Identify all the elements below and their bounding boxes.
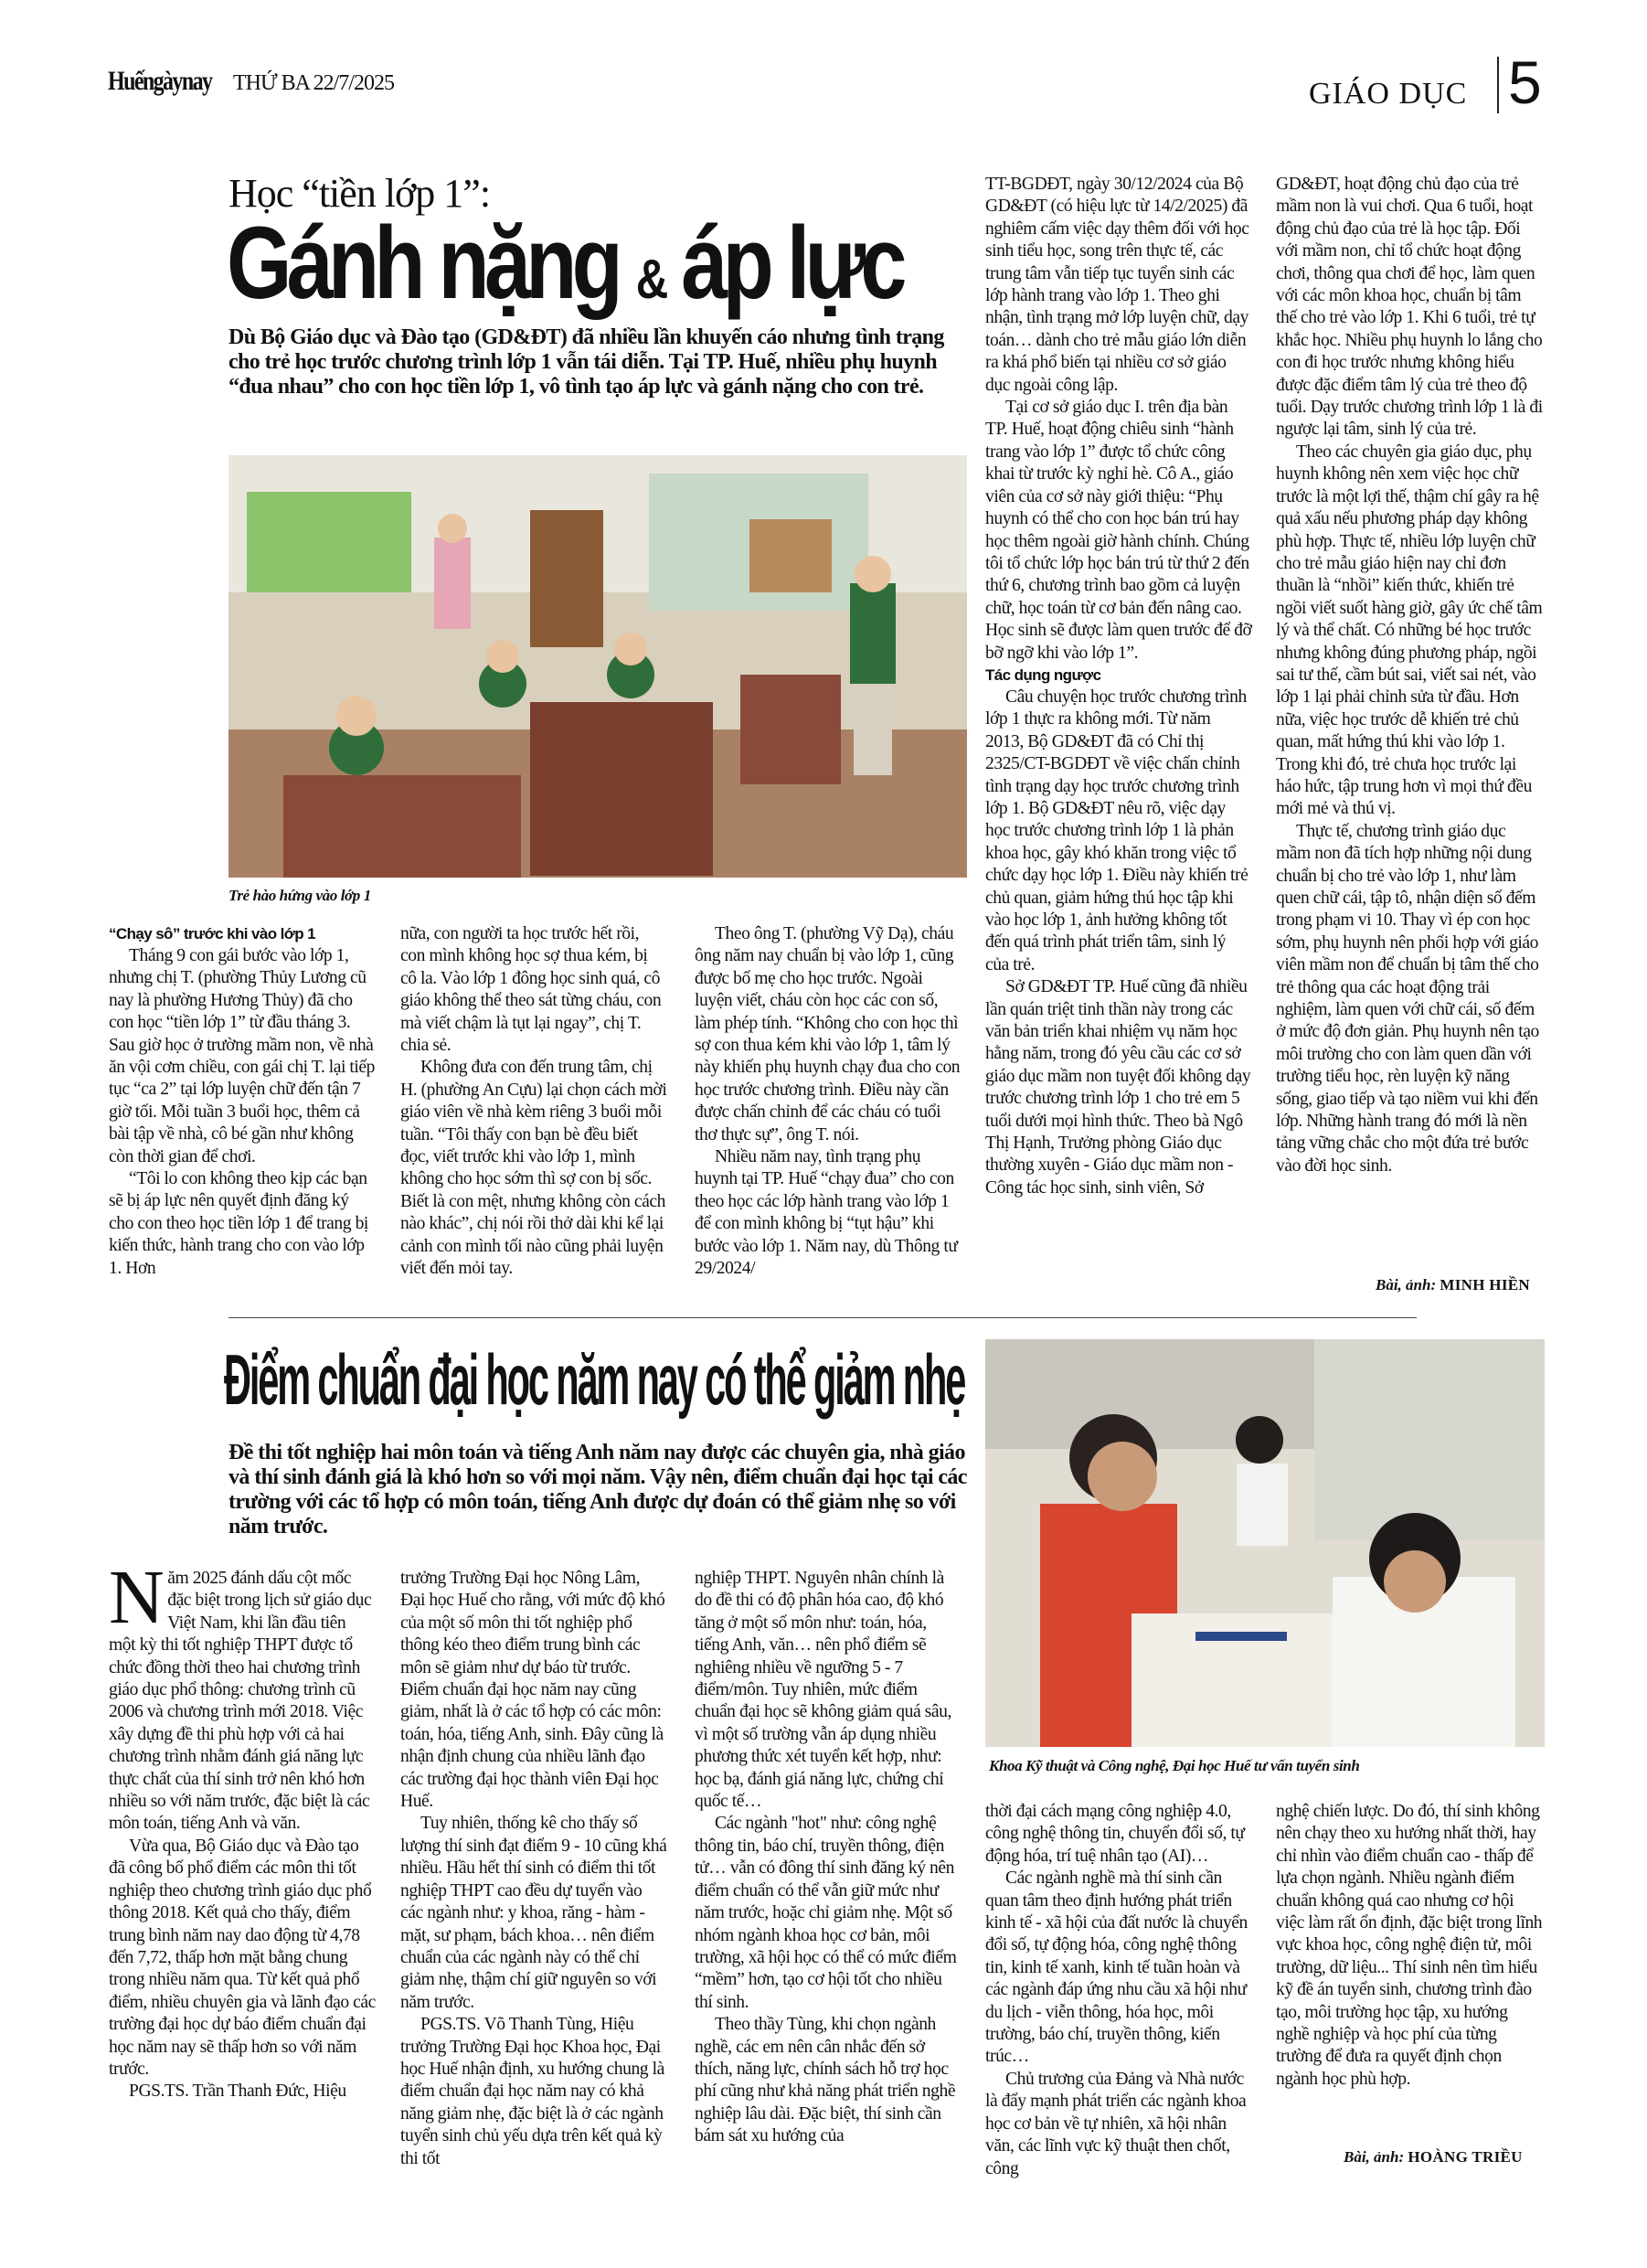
article1-column-3 (695, 923, 962, 1281)
article2-column-4 (985, 1801, 1252, 2180)
paragraph: Sở GD&ĐT TP. Huế cũng đã nhiều lần quán triệt tinh thần này trong các văn bản triển khai nhiệm vụ năm học hằng năm, trong đó yêu cầu các cơ sở giáo dục mầm non tuyệt đối không dạy trước chương trình lớp 1 cho trẻ em 5 tuổi dưới mọi hình thức. Theo bà Ngô Thị Hạnh, Trưởng phòng Giáo dục thường xuyên - Giáo dục mầm non - Công tác học sinh, sinh viên, Sở (985, 977, 1251, 1198)
article2-column-3 (695, 1568, 962, 2148)
paragraph: nghệ chiến lược. Do đó, thí sinh không nên chạy theo xu hướng nhất thời, hay chỉ nhìn vào điểm chuẩn cao - thấp để lựa chọn ngành. Nhiều ngành điểm chuẩn không quá cao nhưng cơ hội việc làm rất ổn định, đặc biệt trong lĩnh vực khoa học, công nghệ điện tử, môi trường, dữ liệu... Thí sinh nên tìm hiểu kỹ đề án tuyển sinh, chương trình đào tạo, môi trường học tập, xu hướng nghề nghiệp và học phí của từng trường để đưa ra quyết định chọn ngành học phù hợp. (1276, 1802, 1543, 2089)
paragraph: Theo các chuyên gia giáo dục, phụ huynh không nên xem việc học chữ trước là một lợi thế, thậm chí gây ra hệ quả xấu nếu phương pháp dạy không phù hợp. Thực tế, nhiều lớp luyện chữ cho trẻ mẫu giáo hiện nay chỉ đơn thuần là “nhồi” kiến thức, khiến trẻ ngồi viết suốt hàng giờ, gây ức chế tâm lý và thể chất. Có những bé học trước nhưng không đúng phương pháp, ngồi sai tư thế, cầm bút sai, viết sai nét, vào lớp 1 lại phải chỉnh sửa từ đầu. Hơn nữa, việc học trước dễ khiến trẻ chủ quan, mất hứng thú khi vào lớp 1. Trong khi đó, trẻ chưa học trước lại háo hức, tập trung hơn vì mọi thứ đều mới mẻ và thú vị. (1276, 442, 1543, 819)
paragraph: Các ngành nghề mà thí sinh cần quan tâm theo định hướng phát triển kinh tế - xã hội của đất nước là chuyển đổi số, tự động hóa, công nghệ thông tin, kinh tế xanh, kinh tế tuần hoàn và các ngành đáp ứng nhu cầu xã hội như du lịch - viễn thông, hóa học, môi trường, báo chí, truyền thông, kiến trúc… (985, 1869, 1248, 2067)
article1-column-1 (109, 923, 376, 1280)
paragraph: Tuy nhiên, thống kê cho thấy số lượng thí sinh đạt điểm 9 - 10 cũng khá nhiều. Hầu hết thí sinh có điểm thi tốt nghiệp THPT cao đều dự tuyển vào các ngành như: y khoa, răng - hàm - mặt, sư phạm, bách khoa… nên điểm chuẩn của các ngành này có thể chỉ giảm nhẹ, thậm chí giữ nguyên so với năm trước. (400, 1814, 667, 2012)
masthead-logo: Huếngàynay (108, 66, 212, 96)
paragraph: Các ngành "hot" như: công nghệ thông tin, báo chí, truyền thông, điện tử… vẫn có đông thí sinh đăng ký nên điểm chuẩn có thể vẫn giữ mức như năm trước, hoặc chỉ giảm nhẹ. Một số nhóm ngành khoa học cơ bản, môi trường, xã hội học có thể có mức điểm “mềm” hơn, tạo cơ hội tốt cho nhiều thí sinh. (695, 1814, 957, 2012)
byline-label: Bài, ảnh: (1344, 2148, 1405, 2166)
subheading: Tác dụng ngược (985, 665, 1101, 684)
header-divider (1497, 57, 1499, 113)
paragraph: Tháng 9 con gái bước vào lớp 1, nhưng chị T. (phường Thủy Lương cũ nay là phường Hương Thủy) đã cho con học “tiền lớp 1” từ đầu tháng 3. Sau giờ học ở trường mầm non, về nhà ăn vội cơm chiều, con gái chị T. lại tiếp tục “ca 2” tại lớp luyện chữ đến tận 7 giờ tối. Mỗi tuần 3 buổi học, thêm cả bài tập về nhà, cô bé gần như không còn thời gian để chơi. (109, 946, 375, 1166)
drop-cap: N (109, 1555, 165, 1640)
paragraph: PGS.TS. Võ Thanh Tùng, Hiệu trưởng Trường Đại học Khoa học, Đại học Huế nhận định, xu hướng chung là điểm chuẩn đại học năm nay có khả năng giảm nhẹ, đặc biệt là ở các ngành tuyển sinh chủ yếu dựa trên kết quả kỳ thi tốt (400, 2015, 664, 2168)
article1-headline (227, 206, 902, 320)
paragraph: Theo ông T. (phường Vỹ Dạ), cháu ông năm nay chuẩn bị vào lớp 1, cũng được bố mẹ cho học trước. Ngoài luyện viết, cháu còn học các con số, làm phép tính. “Không cho con học thì sợ con thua kém khi vào lớp 1, tâm lý này khiến phụ huynh chạy đua cho con học trước chương trình. Điều này cần được chấn chỉnh để các cháu có tuổi thơ thực sự”, ông T. nói. (695, 924, 961, 1145)
paragraph: PGS.TS. Trần Thanh Đức, Hiệu (129, 2082, 346, 2102)
headline-ampersand: & (635, 249, 664, 310)
article1-column-4 (985, 174, 1252, 1199)
article2-column-1 (109, 1555, 376, 2103)
article1-lead: Dù Bộ Giáo dục và Đào tạo (GD&ĐT) đã nhiều lần khuyến cáo nhưng tình trạng cho trẻ học trước chương trình lớp 1 vẫn tái diễn. Tại TP. Huế, nhiều phụ huynh “đua nhau” cho con học tiền lớp 1, vô tình tạo áp lực và gánh nặng cho con trẻ. (228, 325, 944, 399)
article2-byline (1344, 2148, 1523, 2167)
paragraph: TT-BGDĐT, ngày 30/12/2024 của Bộ GD&ĐT (có hiệu lực từ 14/2/2025) đã nghiêm cấm việc dạy thêm đối với học sinh tiểu học, song trên thực tế, các trung tâm vẫn tiếp tục tuyển sinh các lớp hành trang vào lớp 1. Theo ghi nhận, tình trạng mở lớp luyện chữ, dạy toán… dành cho trẻ mẫu giáo lớn diễn ra khá phổ biến tại nhiều cơ sở giáo dục ngoài công lập. (985, 175, 1249, 395)
page-number: 5 (1508, 48, 1542, 116)
article1-photo-caption: Trẻ hào hứng vào lớp 1 (228, 887, 371, 904)
article-divider (228, 1317, 1417, 1318)
byline-author: HOÀNG TRIỀU (1408, 2148, 1523, 2166)
byline-label: Bài, ảnh: (1376, 1276, 1437, 1294)
paragraph: GD&ĐT, hoạt động chủ đạo của trẻ mầm non là vui chơi. Qua 6 tuổi, hoạt động chủ đạo của trẻ là học tập. Đối với mầm non, chỉ tổ chức hoạt động chơi, thông qua chơi để học, làm quen với các môn khoa học, chuẩn bị tâm thế cho trẻ vào lớp 1. Khi 6 tuổi, trẻ tự khắc học. Nhiều phụ huynh lo lắng cho con đi học trước nhưng không hiểu được đặc điểm tâm lý của trẻ theo độ tuổi. Dạy trước chương trình lớp 1 là đi ngược lại tâm, sinh lý của trẻ. (1276, 175, 1543, 440)
headline-part2: áp lực (681, 206, 902, 320)
paragraph: Vừa qua, Bộ Giáo dục và Đào tạo đã công bố phổ điểm các môn thi tốt nghiệp theo chương trình giáo dục phổ thông 2018. Kết quả cho thấy, điểm trung bình năm nay dao động từ 4,78 đến 7,72, thấp hơn mặt bằng chung trong nhiều năm qua. Từ kết quả phổ điểm, nhiều chuyên gia và lãnh đạo các trường đại học dự báo điểm chuẩn đại học năm nay sẽ thấp hơn so với năm trước. (109, 1836, 376, 2079)
paragraph: trưởng Trường Đại học Nông Lâm, Đại học Huế cho rằng, với mức độ khó của một số môn thi tốt nghiệp phổ thông kéo theo điểm trung bình các môn sẽ giảm như dự báo từ trước. Điểm chuẩn đại học năm nay cũng giảm, nhất là ở các tổ hợp có các môn: toán, hóa, tiếng Anh, sinh. Đây cũng là nhận định chung của nhiều lãnh đạo các trường đại học thành viên Đại học Huế. (400, 1569, 665, 1812)
article2-photo (985, 1339, 1545, 1747)
paragraph: nghiệp THPT. Nguyên nhân chính là do đề thi có độ phân hóa cao, độ khó tăng ở một số môn như: toán, hóa, tiếng Anh, văn… nên phổ điểm sẽ nghiêng nhiều về ngưỡng 5 - 7 điểm/môn. Tuy nhiên, mức điểm chuẩn đại học sẽ không giảm quá sâu, vì một số trường vẫn áp dụng nhiều phương thức xét tuyển kết hợp, như: học bạ, đánh giá năng lực, chứng chỉ quốc tế… (695, 1569, 951, 1812)
article2-headline: Điểm chuẩn đại học năm nay có thể giảm nhẹ (224, 1339, 965, 1420)
article1-photo (228, 455, 967, 878)
paragraph: Chủ trương của Đảng và Nhà nước là đẩy mạnh phát triển các ngành khoa học cơ bản về tự nhiên, xã hội nhân văn, các lĩnh vực kỹ thuật then chốt, công (985, 2069, 1247, 2178)
paragraph: Theo thầy Tùng, khi chọn ngành nghề, các em nên cân nhắc đến sở thích, năng lực, chính sách hỗ trợ học phí cũng như khả năng phát triển nghề nghiệp lâu dài. Đặc biệt, thí sinh cần bám sát xu hướng của (695, 2015, 956, 2146)
paragraph: Câu chuyện học trước chương trình lớp 1 thực ra không mới. Từ năm 2013, Bộ GD&ĐT đã có Chỉ thị 2325/CT-BGDĐT về việc chấn chỉnh tình trạng dạy học trước chương trình lớp 1. Bộ GD&ĐT nêu rõ, việc dạy học trước chương trình lớp 1 là phản khoa học, gây khó khăn trong việc tổ chức dạy học lớp 1. Điều này khiến trẻ chủ quan, giảm hứng thú học tập khi vào học lớp 1, ảnh hưởng không tốt đến quá trình phát triển tâm, sinh lý của trẻ. (985, 687, 1249, 974)
paragraph: Không đưa con đến trung tâm, chị H. (phường An Cựu) lại chọn cách mời giáo viên về nhà kèm riêng 3 buổi mỗi tuần. “Tôi thấy con bạn bè đều biết đọc, viết trước khi vào lớp 1, mình không cho học sớm thì sợ con bị sốc. Biết là con mệt, nhưng không còn cách nào khác”, chị nói rồi thở dài khi kể lại cảnh con mình tối nào cũng phải luyện viết đến mỏi tay. (400, 1058, 667, 1279)
article1-column-5 (1276, 174, 1543, 1177)
paragraph: thời đại cách mạng công nghiệp 4.0, công nghệ thông tin, chuyển đổi số, tự động hóa, trí tuệ nhân tạo (AI)… (985, 1802, 1245, 1866)
article1-kicker: Học “tiền lớp 1”: (228, 171, 491, 216)
paragraph: nữa, con người ta học trước hết rồi, con mình không học sợ thua kém, bị cô la. Vào lớp 1 đông học sinh quá, cô giáo không thể theo sát từng cháu, con mà viết chậm là tụt lại ngay”, chị T. chia sẻ. (400, 924, 662, 1056)
paragraph: Nhiều năm nay, tình trạng phụ huynh tại TP. Huế “chạy đua” cho con theo học các lớp hành trang vào lớp 1 để con mình không bị “tụt hậu” khi bước vào lớp 1. Năm nay, dù Thông tư 29/2024/ (695, 1147, 958, 1279)
article2-column-2 (400, 1568, 667, 2170)
paragraph-text: ăm 2025 đánh dấu cột mốc đặc biệt trong lịch sử giáo dục Việt Nam, khi lần đầu tiên một kỳ thi tốt nghiệp THPT được tổ chức đồng thời theo hai chương trình giáo dục phổ thông: chương trình cũ 2006 và chương trình mới 2018. Việc xây dựng đề thi phù hợp với cả hai chương trình nhằm đánh giá năng lực thực chất của thí sinh trở nên khó hơn nhiều so với năm trước, đặc biệt là các môn toán, tiếng Anh và văn. (109, 1569, 372, 1834)
paragraph: “Tôi lo con không theo kịp các bạn sẽ bị áp lực nên quyết định đăng ký cho con theo học tiền lớp 1 để trang bị kiến thức, hành trang cho con vào lớp 1. Hơn (109, 1169, 368, 1278)
article2-column-5 (1276, 1801, 1543, 2091)
headline-part1: Gánh nặng (227, 206, 618, 320)
paragraph (109, 1555, 376, 1836)
paragraph: Tại cơ sở giáo dục I. trên địa bàn TP. Huế, hoạt động chiêu sinh “hành trang vào lớp 1” được tổ chức công khai từ trước kỳ nghỉ hè. Cô A., giáo viên của cơ sở này giới thiệu: “Phụ huynh có thể cho con học bán trú hay học thêm ngoài giờ hành chính. Chúng tôi tổ chức lớp học bán trú từ thứ 2 đến thứ 6, chương trình bao gồm cả luyện chữ, học toán từ cơ bản đến nâng cao. Học sinh sẽ được làm quen trước để đỡ bỡ ngỡ khi vào lớp 1”. (985, 398, 1252, 663)
article2-photo-caption: Khoa Kỹ thuật và Công nghệ, Đại học Huế tư vấn tuyển sinh (989, 1757, 1360, 1774)
byline-author: MINH HIỀN (1440, 1276, 1530, 1294)
article1-column-2 (400, 923, 667, 1281)
issue-date: THỨ BA 22/7/2025 (233, 71, 394, 95)
section-name: GIÁO DỤC (1309, 77, 1468, 111)
paragraph: Thực tế, chương trình giáo dục mầm non đã tích hợp những nội dung chuẩn bị cho trẻ vào lớp 1, như làm quen chữ cái, tập tô, nhận diện số đếm trong phạm vi 10. Thay vì ép con học sớm, phụ huynh nên phối hợp với giáo viên mầm non để chuẩn bị tâm thế cho trẻ thông qua các hoạt động trải nghiệm, làm quen với chữ cái, số đếm ở mức độ đơn giản. Phụ huynh nên tạo môi trường cho con làm quen dần với trường tiểu học, rèn luyện kỹ năng sống, giao tiếp và tạo niềm vui khi đến lớp. Những hành trang đó mới là nền tảng vững chắc cho một đứa trẻ bước vào đời học sinh. (1276, 821, 1539, 1176)
article2-lead: Đề thi tốt nghiệp hai môn toán và tiếng Anh năm nay được các chuyên gia, nhà giáo và thí sinh đánh giá là khó hơn so với mọi năm. Vậy nên, điểm chuẩn đại học tại các trường với các tổ hợp có môn toán, tiếng Anh được dự đoán có thể giảm nhẹ so với năm trước. (228, 1441, 967, 1539)
article1-byline (1376, 1276, 1530, 1294)
subheading: “Chạy sô” trước khi vào lớp 1 (109, 925, 315, 942)
